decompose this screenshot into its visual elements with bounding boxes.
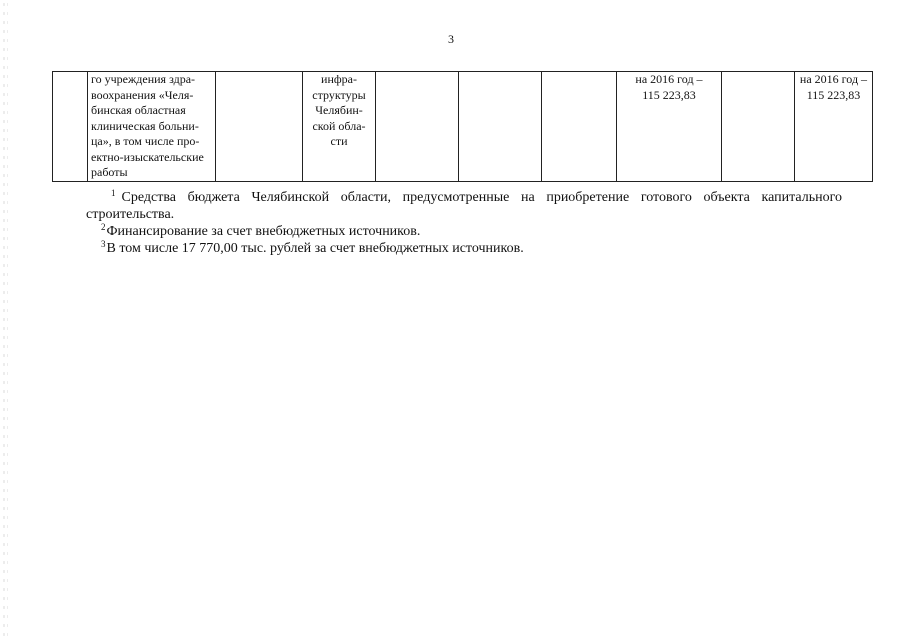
footnote-text-2: Финансирование за счет внебюджетных источников. xyxy=(106,224,421,239)
cell-empty-2 xyxy=(216,72,303,182)
cell-empty-5 xyxy=(542,72,617,182)
footnote-mark-3: 3 xyxy=(101,239,106,249)
footnote-3 xyxy=(88,240,842,257)
cell-category: инфра- структуры Челябин- ской обла- сти xyxy=(303,72,376,182)
footnote-2 xyxy=(88,223,842,240)
footnote-mark-2: 2 xyxy=(101,222,106,232)
footnote-text-1: Средства бюджета Челябинской области, предусмотренные на приобретение готового объекта капитального строительства. xyxy=(86,190,842,222)
footnote-text-3: В том числе 17 770,00 тыс. рублей за счет внебюджетных источников. xyxy=(106,241,524,256)
cell-amount-b: на 2016 год – 115 223,83 xyxy=(795,72,873,182)
cell-object-name: го учреждения здра- воохранения «Челя- бинская областная клиническая больни- ца», в том числе про- ектно-изыскательские работы xyxy=(88,72,216,182)
cell-empty-3 xyxy=(376,72,459,182)
cell-amount-a: на 2016 год – 115 223,83 xyxy=(617,72,722,182)
scan-edge-noise xyxy=(2,0,8,640)
cell-empty-6 xyxy=(722,72,795,182)
cell-empty-4 xyxy=(459,72,542,182)
footnote-1 xyxy=(86,189,842,223)
footnotes xyxy=(88,189,842,257)
cell-empty-1 xyxy=(53,72,88,182)
table-row xyxy=(53,72,873,182)
budget-table xyxy=(52,71,873,182)
footnote-mark-1: 1 xyxy=(111,188,116,198)
page-number: 3 xyxy=(448,32,454,46)
